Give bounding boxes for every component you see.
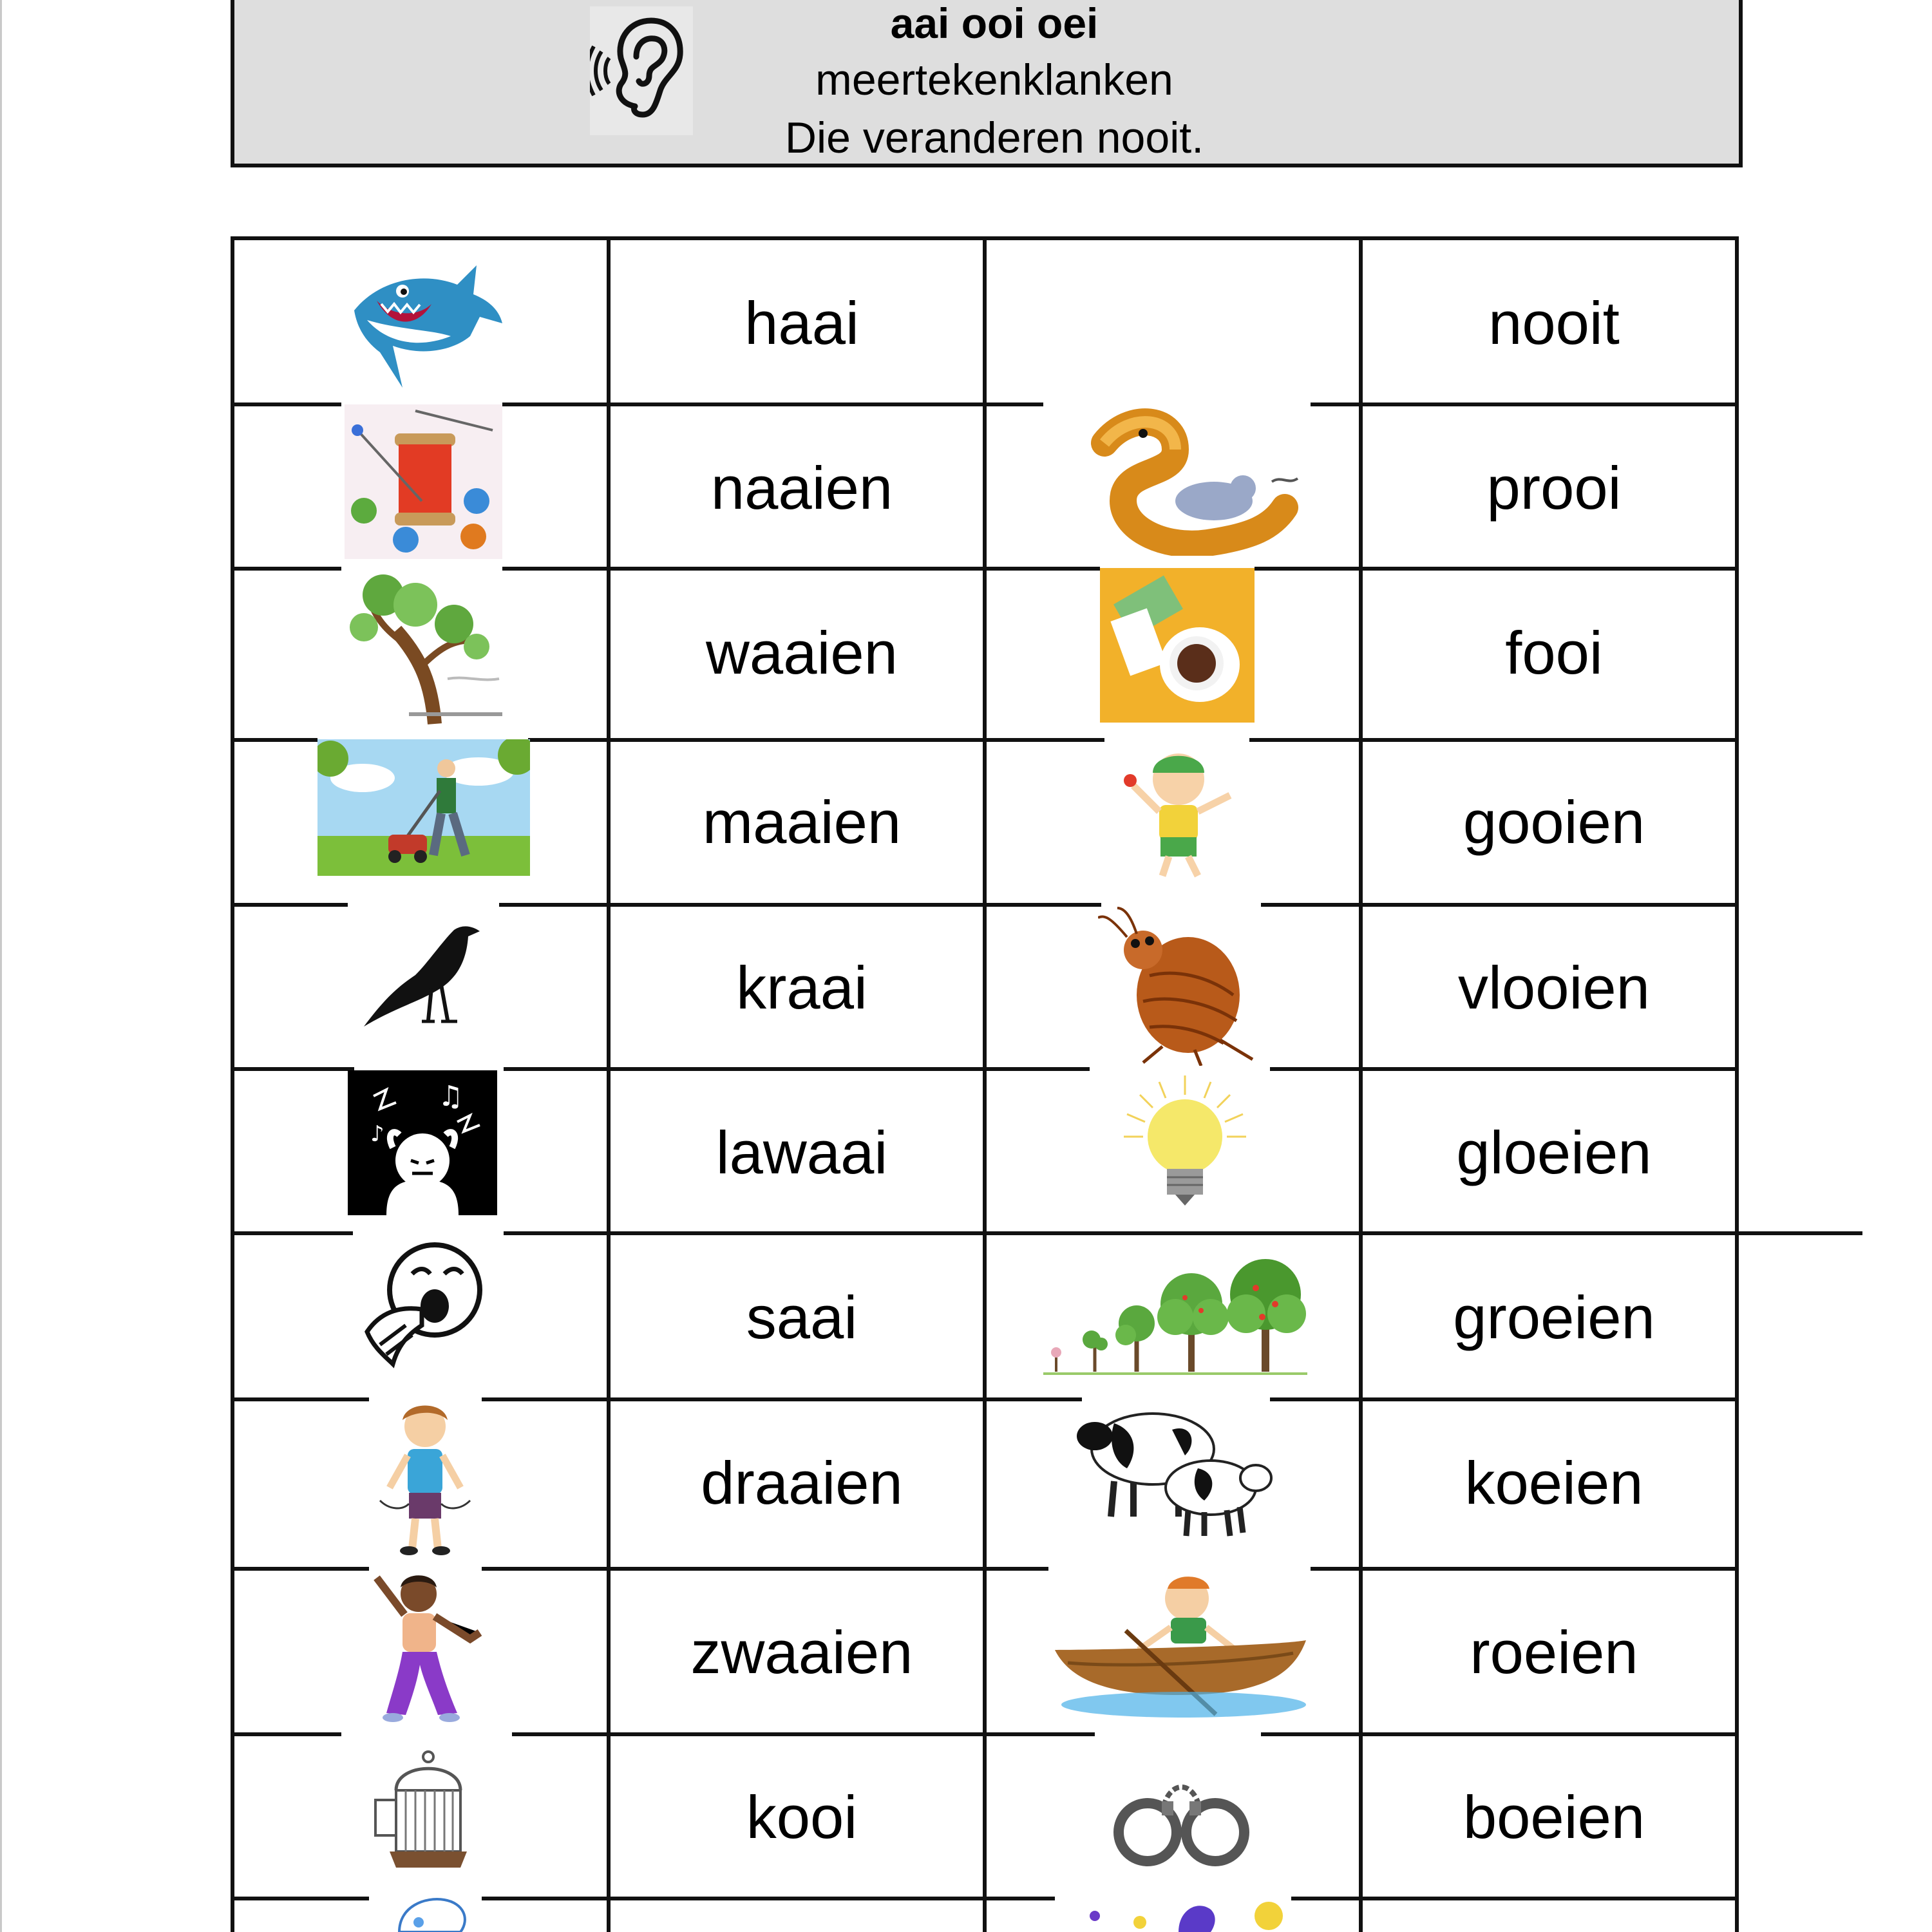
flowers-icon [1082,1897,1288,1932]
light-bulb-icon [1114,1069,1256,1214]
rowing-boat-icon [1048,1566,1312,1721]
word-draaien: draaien [701,1449,903,1517]
yawn-icon [361,1235,489,1370]
row-divider-6 [231,1231,353,1235]
row-divider-9 [512,1732,1095,1736]
word-kooi: kooi [746,1783,858,1851]
handcuffs-icon [1103,1755,1257,1871]
shark-icon [341,240,509,394]
row-divider-7 [482,1397,1082,1401]
row-divider-8 [231,1567,369,1571]
cows-icon [1075,1397,1275,1542]
wind-tree-icon [345,569,506,727]
word-vlooien: vlooien [1458,954,1650,1021]
row-divider-10 [482,1897,1055,1900]
smurf-icon [386,1893,477,1932]
word-lawaai: lawaai [715,1119,888,1186]
row-divider-4 [499,903,1101,907]
row-divider-8 [482,1567,1048,1571]
word-fooi: fooi [1505,619,1603,687]
row-divider-5 [1270,1067,1739,1071]
word-boeien: boeien [1463,1783,1645,1851]
row-divider-4 [1261,903,1739,907]
word-zwaaien: zwaaien [690,1618,913,1686]
word-gooien: gooien [1463,788,1645,856]
row-divider-2 [1255,567,1739,571]
table-border-left [231,236,234,1932]
row-divider-3 [528,738,1104,742]
word-roeien: roeien [1470,1618,1638,1686]
bird-cage-icon [370,1745,486,1874]
word-gloeien: gloeien [1456,1119,1652,1186]
svg-text:♫: ♫ [438,1080,464,1113]
boy-throwing-icon [1108,741,1249,882]
row-divider-5 [231,1067,354,1071]
boy-waving-icon [367,1568,486,1723]
row-divider-5 [504,1067,1090,1071]
word-nooit: nooit [1488,289,1620,357]
row-divider-7 [1270,1397,1739,1401]
row-divider-1 [231,402,341,406]
row-divider-2 [502,567,1100,571]
tip-coffee-icon [1100,568,1255,723]
flea-icon [1098,905,1262,1066]
lawn-mower-icon [317,739,530,876]
word-maaien: maaien [702,788,902,856]
boy-turning-icon [377,1397,473,1557]
svg-text:♪: ♪ [370,1121,384,1147]
word-saai: saai [746,1283,858,1351]
row-divider-7 [231,1397,369,1401]
row-divider-10 [1291,1897,1739,1900]
crow-icon [357,904,486,1039]
growing-trees-icon [1043,1259,1307,1375]
noise-icon [348,1070,497,1215]
row-divider-10 [231,1897,369,1900]
column-divider-3 [1359,236,1363,1932]
row-divider-4 [231,903,348,907]
word-groeien: groeien [1453,1283,1655,1351]
row-divider-1 [1311,402,1739,406]
word-naaien: naaien [710,454,893,522]
row-divider-3 [231,738,317,742]
sewing-thread-icon [345,404,502,559]
word-kraai: kraai [736,954,867,1021]
snake-prey-icon [1079,404,1301,556]
worksheet-title: aai ooi oei [890,0,1099,47]
row-divider-3 [1249,738,1739,742]
column-divider-1 [607,236,611,1932]
worksheet-note: Die veranderen nooit. [784,113,1204,162]
row-divider-6 [504,1231,1862,1235]
row-divider-8 [1311,1567,1739,1571]
worksheet-subtitle: meertekenklanken [815,55,1173,104]
row-divider-1 [502,402,1043,406]
row-divider-2 [231,567,341,571]
row-divider-9 [1261,1732,1739,1736]
word-waaien: waaien [706,619,898,687]
word-prooi: prooi [1486,454,1622,522]
row-divider-9 [231,1732,341,1736]
word-haai: haai [744,289,859,357]
word-koeien: koeien [1464,1449,1643,1517]
